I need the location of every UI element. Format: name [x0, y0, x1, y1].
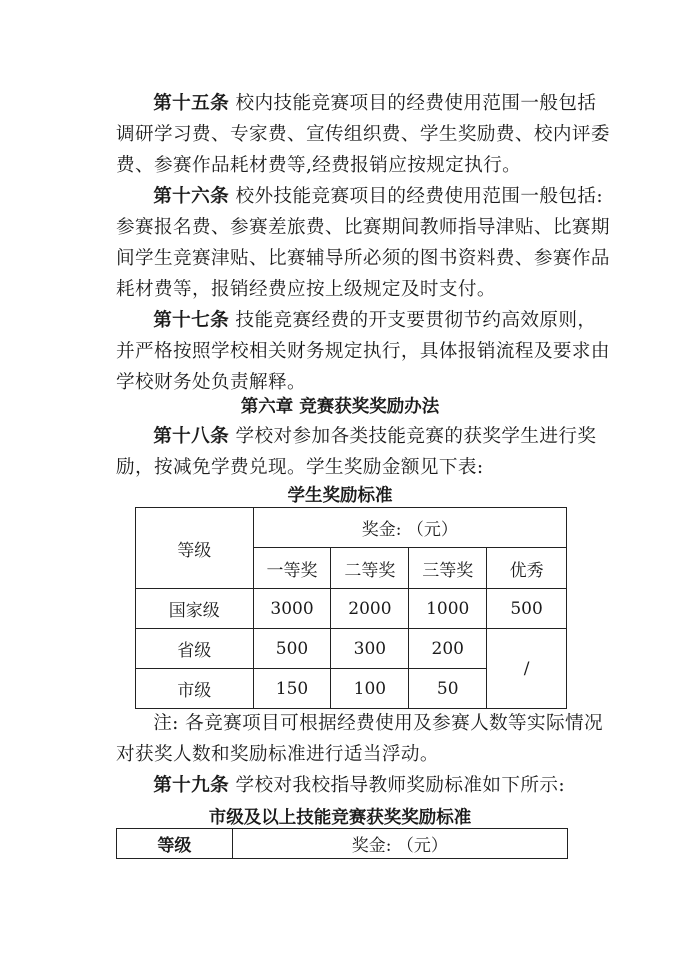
header-amount: 奖金: （元）	[253, 508, 566, 548]
table-row	[136, 629, 567, 669]
cell-value: 100	[331, 669, 409, 709]
article-17-text: 技能竞赛经费的开支要贯彻节约高效原则，并严格按照学校相关财务规定执行，具体报销流程及要求由学校财务处负责解释。	[116, 310, 610, 393]
article-19-label: 第十九条	[153, 775, 230, 796]
cell-value: 200	[409, 629, 487, 669]
article-18-text: 学校对参加各类技能竞赛的获奖学生进行奖励，按减免学费兑现。学生奖励金额见下表:	[116, 426, 597, 478]
row-level: 国家级	[136, 589, 254, 629]
cell-value: 2000	[331, 589, 409, 629]
teacher-header-amount: 奖金: （元）	[232, 829, 567, 859]
cell-value: 300	[331, 629, 409, 669]
student-table-title: 学生奖励标准	[287, 486, 393, 506]
row-level: 省级	[136, 629, 254, 669]
article-16-text: 校外技能竞赛项目的经费使用范围一般包括:参赛报名费、参赛差旅费、比赛期间教师指导津贴、比赛期间学生竞赛津贴、比赛辅导所必须的图书资料费、参赛作品耗材费等，报销经费应按上级规定及时支付。	[116, 186, 610, 300]
article-16	[116, 181, 612, 305]
article-17-label: 第十七条	[153, 310, 230, 331]
article-15-label: 第十五条	[153, 93, 230, 114]
table-row	[136, 589, 567, 629]
cell-value: 3000	[253, 589, 331, 629]
article-18-label: 第十八条	[153, 426, 230, 447]
cell-value: 150	[253, 669, 331, 709]
cell-value: 500	[487, 589, 567, 629]
chapter-6-title: 第六章 竞赛获奖奖励办法	[240, 397, 440, 417]
teacher-reward-table	[116, 828, 568, 859]
article-19-text: 学校对我校指导教师奖励标准如下所示:	[229, 775, 566, 796]
merged-excellent-cell: /	[487, 629, 567, 709]
article-18	[116, 421, 612, 483]
header-second-prize: 二等奖	[331, 548, 409, 589]
article-15-text: 校内技能竞赛项目的经费使用范围一般包括调研学习费、专家费、宣传组织费、学生奖励费、校内评委费、参赛作品耗材费等,经费报销应按规定执行。	[116, 93, 610, 176]
header-third-prize: 三等奖	[409, 548, 487, 589]
header-first-prize: 一等奖	[253, 548, 331, 589]
article-15	[116, 88, 612, 181]
student-reward-table	[135, 507, 567, 709]
header-excellent: 优秀	[487, 548, 567, 589]
teacher-header-level: 等级	[117, 829, 233, 859]
cell-value: 1000	[409, 589, 487, 629]
cell-value: 50	[409, 669, 487, 709]
article-16-label: 第十六条	[153, 186, 230, 207]
article-17	[116, 305, 612, 398]
teacher-table-title: 市级及以上技能竞赛获奖奖励标准	[208, 808, 472, 828]
article-19	[116, 770, 612, 801]
row-level: 市级	[136, 669, 254, 709]
header-level: 等级	[136, 508, 254, 589]
cell-value: 500	[253, 629, 331, 669]
note: 注: 各竞赛项目可根据经费使用及参赛人数等实际情况对获奖人数和奖励标准进行适当浮动。	[116, 713, 604, 765]
